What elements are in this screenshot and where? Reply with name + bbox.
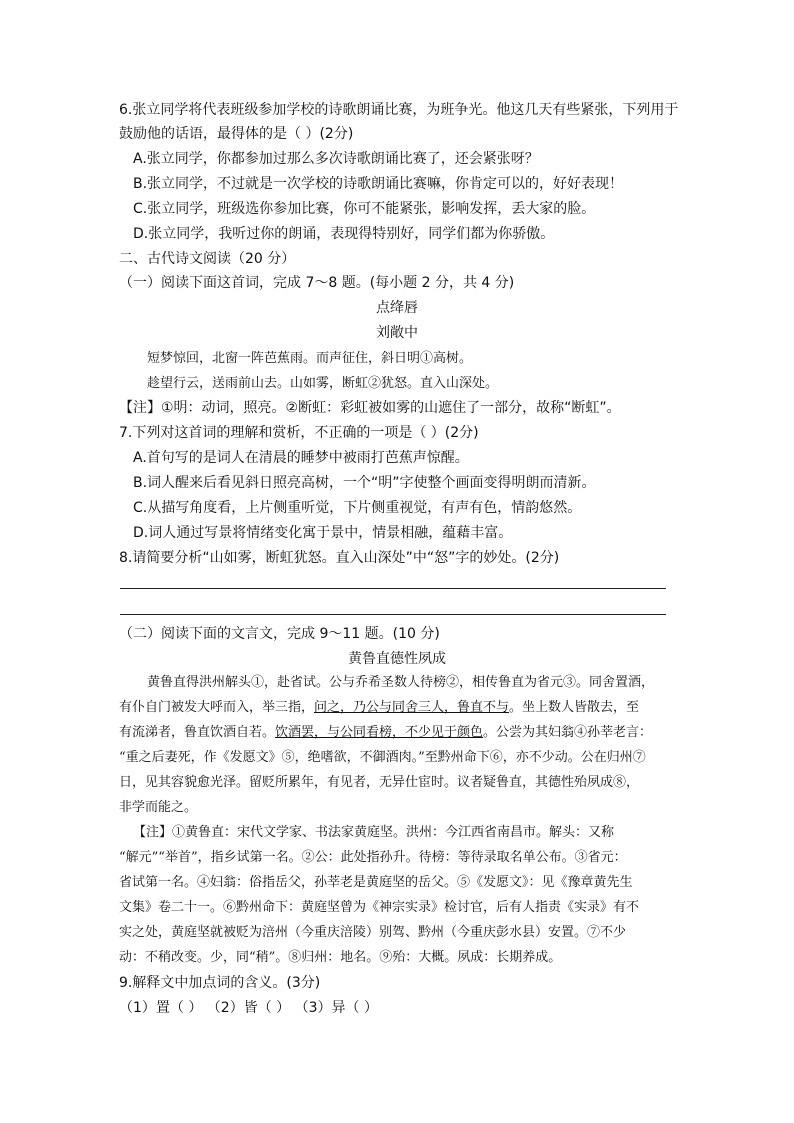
part2-intro: （二）阅读下面的文言文，完成 9～11 题。(10 分) <box>119 626 440 642</box>
q9-stem: 9.解释文中加点词的含义。(3分) <box>119 975 321 991</box>
prose-note-3: 省试第一名。④妇翁：俗指岳父，孙莘老是黄庭坚的岳父。⑤《发愿文》：见《豫章黄先生 <box>119 875 633 890</box>
q6-option-d: D.张立同学，我听过你的朗诵，表现得特别好，同学们都为你骄傲。 <box>133 226 555 242</box>
q6-option-c: C.张立同学，班级选你参加比赛，你可不能紧张，影响发挥，丢大家的脸。 <box>133 201 596 217</box>
q6-stem-line1: 6.张立同学将代表班级参加学校的诗歌朗诵比赛，为班争光。他这几天有些紧张，下列用于 <box>119 102 679 118</box>
prose-title: 黄鲁直德性夙成 <box>348 651 446 667</box>
answer-line-1 <box>120 588 666 589</box>
q7-stem: 7.下列对这首词的理解和赏析，不正确的一项是（ ）(2分) <box>119 425 479 441</box>
prose-note-2: “解元”“举首”，指乡试第一名。②公：此处指孙升。待榜：等待录取名单公布。③省元： <box>119 850 627 865</box>
q6-option-b: B.张立同学，不过就是一次学校的诗歌朗诵比赛嘛，你肯定可以的，好好表现！ <box>133 176 624 192</box>
prose-underlined-2: 饮酒罢，与公同看榜，不少见于颜色 <box>275 725 484 740</box>
prose-line-5: 日，见其容貌愈光泽。留贬所累年，有见者，无异仕宦时。议者疑鲁直，其德性殆夙成⑧， <box>119 775 640 790</box>
q7-option-d: D.词人通过写景将情绪变化寓于景中，情景相融，蕴藉丰富。 <box>133 525 513 541</box>
poem-author: 刘敞中 <box>376 325 418 341</box>
prose-line-2a: 有仆自门被发大呼而入，举三指， <box>119 700 315 715</box>
poem-title: 点绛唇 <box>376 300 418 316</box>
prose-note-4: 文集》卷二十一。⑥黔州命下：黄庭坚曾为《神宗实录》检讨官，后有人指责《实录》有不 <box>119 900 640 915</box>
prose-line-3 <box>119 723 652 743</box>
prose-line-3a: 有流涕者，鲁直饮酒自若。 <box>119 725 276 740</box>
poem-note: 【注】①明：动词，照亮。②断虹：彩虹被如雾的山遮住了一部分，故称“断虹”。 <box>119 400 621 416</box>
q7-option-c: C.从描写角度看，上片侧重听觉，下片侧重视觉，有声有色，情韵悠然。 <box>133 500 582 516</box>
q6-option-a: A.张立同学，你都参加过那么多次诗歌朗诵比赛了，还会紧张呀？ <box>133 151 539 167</box>
prose-underlined-1: 问之，乃公与同舍三人，鲁直不与 <box>314 700 510 715</box>
prose-line-6: 非学而能之。 <box>119 800 198 815</box>
prose-line-2b: 。坐上数人皆散去，至 <box>509 700 640 715</box>
prose-note-6: 动：不稍改变。少，同“稍”。⑧归州：地名。⑨殆：大概。夙成：长期养成。 <box>119 950 562 965</box>
q7-option-a: A.首句写的是词人在清晨的睡梦中被雨打芭蕉声惊醒。 <box>133 450 469 466</box>
prose-note-1: 【注】①黄鲁直：宋代文学家、书法家黄庭坚。洪州：今江西省南昌市。解头：又称 <box>133 825 615 840</box>
q7-option-b: B.词人醒来后看见斜日照亮高树，一个“明”字使整个画面变得明朗而清新。 <box>133 475 596 491</box>
prose-line-3b: 。公尝为其妇翁④孙莘老言： <box>483 725 653 740</box>
q6-stem-line2: 鼓励他的话语，最得体的是（ ）(2分) <box>119 126 354 142</box>
answer-line-2 <box>120 614 666 615</box>
q8-stem: 8.请简要分析“山如雾，断虹犹怒。直入山深处”中“怒”字的妙处。(2分) <box>119 550 560 566</box>
part1-intro: （一）阅读下面这首词，完成 7～8 题。(每小题 2 分，共 4 分) <box>119 275 515 291</box>
prose-line-4: “重之后妻死，作《发愿文》⑤，绝嗜欲，不御酒肉。”至黔州命下⑥，亦不少动。公在归州⑦ <box>119 750 646 765</box>
prose-note-5: 实之处，黄庭坚就被贬为涪州（今重庆涪陵）别驾、黔州（今重庆彭水县）安置。⑦不少 <box>119 925 627 940</box>
q9-items: （1）置（ ） （2）皆（ ） （3）异（ ） <box>119 1000 378 1016</box>
poem-line-2: 趁望行云，送雨前山去。山如雾，断虹②犹怒。直入山深处。 <box>147 376 499 391</box>
poem-line-1: 短梦惊回，北窗一阵芭蕉雨。而声征住，斜日明①高树。 <box>147 351 473 366</box>
prose-line-1: 黄鲁直得洪州解头①，赴省试。公与乔希圣数人待榜②，相传鲁直为省元③。同舍置酒， <box>147 675 655 690</box>
section-heading: 二、古代诗文阅读（20 分） <box>119 251 296 267</box>
prose-line-2 <box>119 698 639 718</box>
